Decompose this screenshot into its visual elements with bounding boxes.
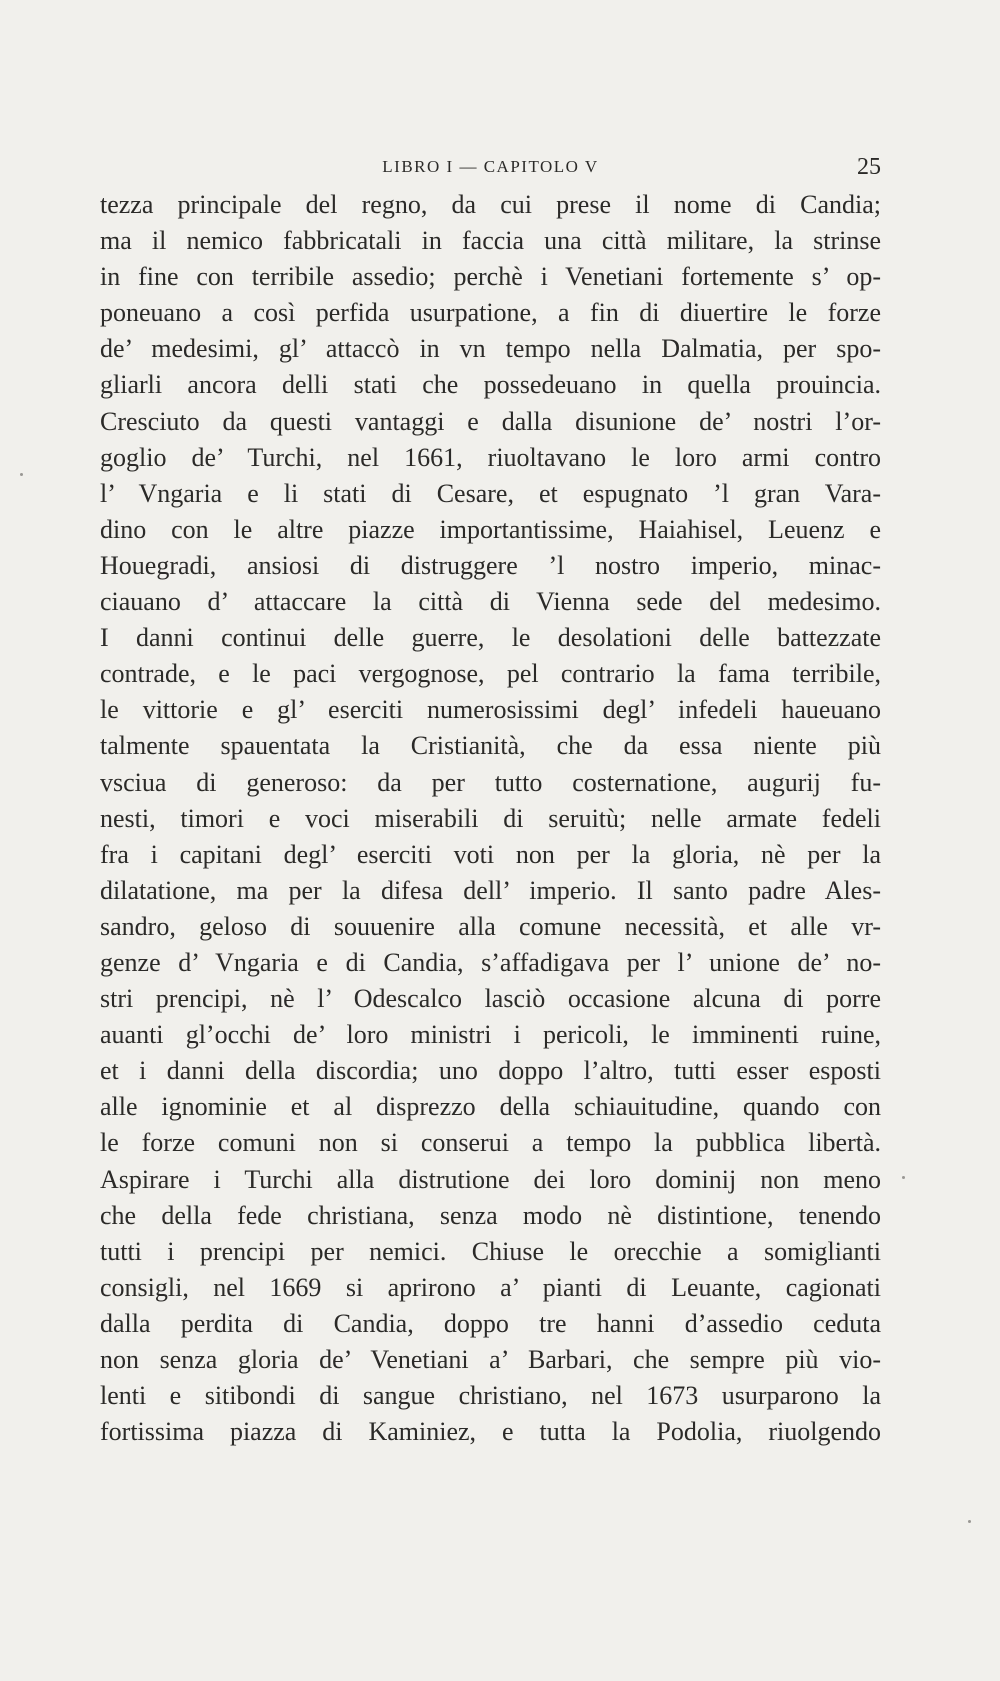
text-line: in fine con terribile assedio; perchè i Venetiani fortemente s’ op- [100,262,881,292]
text-line: Aspirare i Turchi alla distrutione dei loro dominij non meno [100,1164,881,1194]
paper-speck [902,1176,905,1179]
text-line: le vittorie e gl’ eserciti numerosissimi degl’ infedeli haueuano [100,695,881,725]
paper-speck [20,473,23,476]
page-number: 25 [857,154,881,180]
text-line: ciauano d’ attaccare la città di Vienna sede del medesimo. [100,587,881,617]
paper-speck [968,1520,971,1523]
text-line: le forze comuni non si conserui a tempo la pubblica libertà. [100,1128,881,1158]
text-line: auanti gl’occhi de’ loro ministri i pericoli, le imminenti ruine, [100,1020,881,1050]
text-line: vsciua di generoso: da per tutto costernatione, augurij fu- [100,767,881,797]
text-line: lenti e sitibondi di sangue christiano, nel 1673 usurparono la [100,1381,881,1411]
text-line: fra i capitani degl’ eserciti voti non per la gloria, nè per la [100,839,881,869]
text-line: ma il nemico fabbricatali in faccia una città militare, la strinse [100,226,881,256]
text-line: Cresciuto da questi vantaggi e dalla disunione de’ nostri l’or- [100,406,881,436]
text-line: goglio de’ Turchi, nel 1661, riuoltavano le loro armi contro [100,442,881,472]
text-line: alle ignominie et al disprezzo della schiauitudine, quando con [100,1092,881,1122]
text-line: dalla perdita di Candia, doppo tre hanni d’assedio ceduta [100,1308,881,1338]
text-line: Houegradi, ansiosi di distruggere ’l nostro imperio, minac- [100,550,881,580]
text-line: de’ medesimi, gl’ attaccò in vn tempo nella Dalmatia, per spo- [100,334,881,364]
text-line: gliarli ancora delli stati che possedeuano in quella prouincia. [100,370,881,400]
text-line: stri prencipi, nè l’ Odescalco lasciò occasione alcuna di porre [100,984,881,1014]
text-line: talmente spauentata la Cristianità, che da essa niente più [100,731,881,761]
text-line: I danni continui delle guerre, le desolationi delle battezzate [100,623,881,653]
text-line: dino con le altre piazze importantissime, Haiahisel, Leuenz e [100,514,881,544]
text-line: nesti, timori e voci miserabili di seruitù; nelle armate fedeli [100,803,881,833]
text-line: fortissima piazza di Kaminiez, e tutta la Podolia, riuolgendo [100,1417,881,1447]
text-line: tezza principale del regno, da cui prese il nome di Candia; [100,190,881,219]
running-head [100,152,881,182]
text-line: non senza gloria de’ Venetiani a’ Barbari, che sempre più vio- [100,1345,881,1374]
text-line: che della fede christiana, senza modo nè distintione, tenendo [100,1200,881,1230]
text-line: poneuano a così perfida usurpatione, a fin di diuertire le forze [100,298,881,328]
text-line: l’ Vngaria e li stati di Cesare, et espugnato ’l gran Vara- [100,478,881,508]
text-line: et i danni della discordia; uno doppo l’altro, tutti esser esposti [100,1056,881,1086]
text-line: consigli, nel 1669 si aprirono a’ pianti di Leuante, cagionati [100,1272,881,1302]
body-text [100,187,881,1450]
text-line: dilatatione, ma per la difesa dell’ imperio. Il santo padre Ales- [100,875,881,905]
text-line: sandro, geloso di souuenire alla comune necessità, et alle vr- [100,911,881,941]
text-line: contrade, e le paci vergognose, pel contrario la fama terribile, [100,659,881,689]
text-line: tutti i prencipi per nemici. Chiuse le orecchie a somiglianti [100,1236,881,1266]
running-head-title: LIBRO I — CAPITOLO V [382,157,599,176]
text-line: genze d’ Vngaria e di Candia, s’affadigava per l’ unione de’ no- [100,947,881,977]
